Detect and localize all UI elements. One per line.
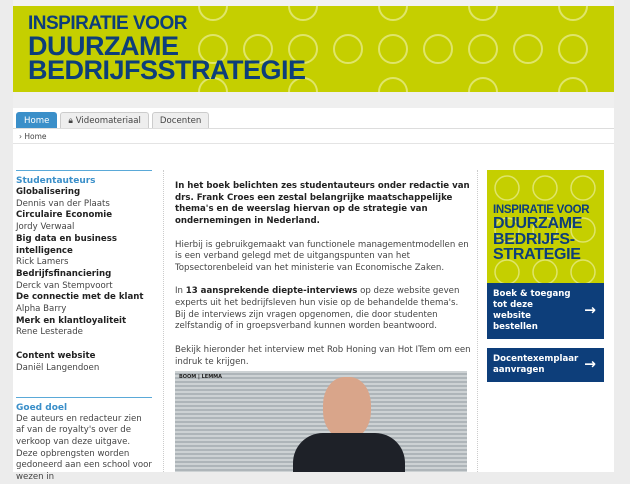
button-label: Boek & toegang tot deze website bestellen (493, 289, 571, 332)
studentauteurs-heading: Studentauteurs (16, 176, 96, 186)
order-book-button[interactable] (487, 283, 604, 339)
tab-home[interactable]: Home (16, 112, 57, 128)
theme-link[interactable]: Circulaire Economie (16, 210, 113, 221)
author-name: Rene Lesterade (16, 327, 83, 338)
content-author: Daniël Langendoen (16, 362, 100, 373)
nav-band (13, 92, 614, 108)
header-banner[interactable] (13, 6, 614, 92)
main-content (175, 181, 471, 380)
theme-link[interactable]: De connectie met de klant (16, 292, 144, 303)
theme-link[interactable]: Big data en business intelligence (16, 233, 117, 256)
person-head (323, 377, 371, 439)
content-website-heading: Content website (16, 351, 96, 362)
column-divider (163, 170, 164, 472)
cover-line: DUURZAME (493, 215, 583, 232)
text: In (175, 286, 186, 297)
title-line-1: INSPIRATIE VOOR (28, 13, 187, 34)
request-teacher-copy-button[interactable] (487, 348, 604, 382)
breadcrumb-separator: › (19, 132, 22, 141)
tab-label: Videomateriaal (75, 116, 141, 126)
divider (16, 170, 152, 171)
site-title (28, 13, 306, 85)
paragraph: Hierbij is gebruikgemaakt van functionele managementmodellen en is een verband gelegd met de uitgangspunten van het Topsectorenbeleid van het ministerie van Economische Zaken. (175, 239, 469, 273)
arrow-right-icon: → (584, 356, 596, 373)
paragraph: Bekijk hieronder het interview met Rob Honing van Hot ITem om een indruk te krijgen. (175, 344, 471, 367)
cover-title (493, 204, 589, 263)
cover-line: STRATEGIE (493, 246, 581, 263)
breadcrumb-home[interactable]: Home (24, 132, 47, 141)
arrow-right-icon: → (584, 302, 596, 319)
theme-link[interactable]: Bedrijfsfinanciering (16, 268, 112, 279)
video-logo: BOOM | LEMMA (179, 374, 223, 380)
title-line-2: DUURZAME (28, 31, 179, 61)
person-body (293, 433, 405, 472)
button-label: Docentexemplaar aanvragen (493, 354, 579, 375)
lock-icon: 🔒︎ (68, 116, 76, 126)
cover-line: BEDRIJFS- (493, 230, 575, 248)
tab-videomateriaal[interactable] (60, 112, 149, 128)
theme-link[interactable]: Merk en klantloyaliteit (16, 315, 127, 326)
divider (16, 397, 152, 398)
sidebar (16, 170, 152, 484)
intro-text: In het boek belichten zes studentauteurs onder redactie van drs. Frank Croes een zestal belangrijke maatschappelijke thema's en de weerslag hiervan op de strategie van ondernemingen in Nederland. (175, 181, 470, 227)
page (13, 0, 614, 483)
author-name: Rick Lamers (16, 257, 69, 268)
author-name: Jordy Verwaal (16, 222, 75, 233)
paragraph (175, 286, 471, 333)
main-tabs (16, 112, 209, 128)
column-divider (477, 170, 478, 472)
interviews-highlight: 13 aansprekende diepte-interviews (185, 286, 358, 297)
theme-link[interactable]: Globalisering (16, 187, 81, 197)
text: op deze website geven experts uit het bedrijfsleven hun visie op de behandelde thema's. Bij de interviews zijn vragen opgenomen, die door studenten zelfstandig of in groepsverband kunnen worden beantwoord. (175, 286, 460, 332)
breadcrumb (13, 128, 614, 144)
goed-doel-heading: Goed doel (16, 402, 68, 413)
title-line-3: BEDRIJFSSTRATEGIE (28, 55, 306, 85)
tab-docenten[interactable]: Docenten (152, 112, 209, 128)
author-name: Derck van Stempvoort (16, 280, 113, 291)
goed-doel-text: De auteurs en redacteur zien af van de royalty's over de verkoop van deze uitgave. Deze opbrengsten worden gedoneerd aan een school voor wezen in (16, 413, 152, 483)
author-name: Dennis van der Plaats (16, 198, 110, 209)
author-name: Alpha Barry (16, 304, 67, 315)
book-cover[interactable] (487, 170, 604, 283)
cover-line: INSPIRATIE VOOR (493, 204, 590, 216)
interview-video[interactable] (175, 371, 467, 472)
right-sidebar (487, 170, 604, 382)
